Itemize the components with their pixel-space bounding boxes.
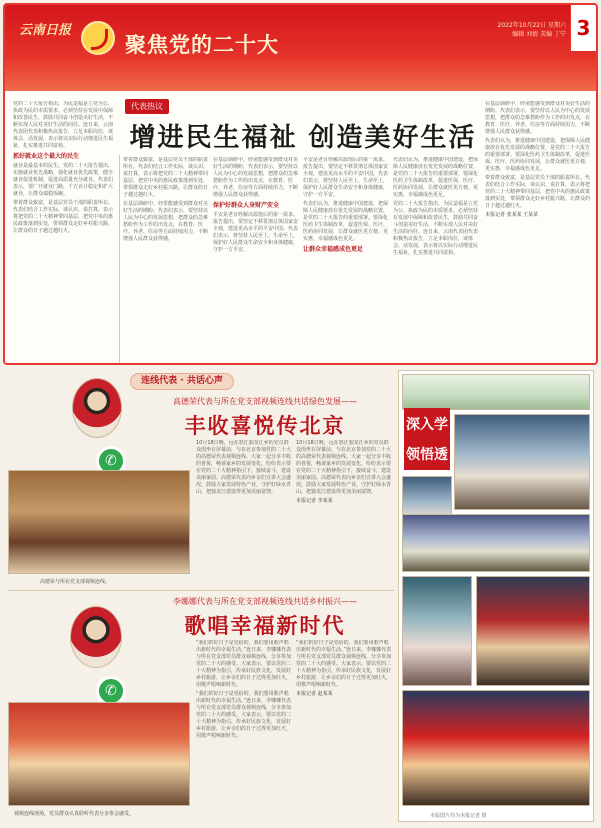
- delegate-portrait-1: [72, 378, 122, 438]
- column-tag: 代表热议: [125, 99, 169, 114]
- sidebar-photo-1: [454, 414, 590, 510]
- dateline: 2022年10月22日 星期六 编辑 刘倩 美编 丁宁: [497, 22, 566, 38]
- sidebar-photo-6: [402, 690, 590, 806]
- sidebar-photo-4: [402, 576, 472, 686]
- top-feature-section[interactable]: [3, 3, 598, 365]
- top-headline: 增进民生福祉 创造美好生活: [129, 123, 477, 153]
- article-column-5: 代表们认为，推进健康中国建设，把保障人民健康放在优先发展的战略位置，是党的二十大报告的重要部署。要深化医药卫生体制改革，促进医保、医疗、医药协同发展，让群众就医更方便、更实惠，幸福感成色更足。 党的二十大报告指出，为民造福是立党为公、执政为民的本质要求。必须坚持在发展中保障和改善民生，鼓励共同奋斗创造美好生活，不断实现人民对美好生活的向往。连日来，云南代表团代表积极热议报告，立足本职岗位，谈体会、话发展，表示将以实际行动增进民生福祉，扎实推进共同富裕。: [393, 157, 479, 256]
- subhead-happiness: 让群众幸福感成色更足: [303, 246, 364, 253]
- sidebar-photo-5: [476, 576, 590, 686]
- subhead-employment: 抓好就业这个最大的民生: [13, 153, 80, 160]
- article-column-4: 平安是老百姓解决温饱后的第一需求。报告提出，要坚定不移贯彻总体国家安全观，建设更高水平的平安中国。代表们表示，将坚持人民至上、生命至上，保护好人民群众生命安全和身体健康，守护一方平安。 代表们认为，推进健康中国建设，把保障人民健康放在优先发展的战略位置，是党的二十大报告的重要部署。要深化医药卫生体制改革，促进医保、医疗、医药协同发展，让群众就医更方便、更实惠，幸福感成色更足。 让群众幸福感成色更足: [303, 157, 389, 253]
- section-tag: 连线代表 · 共话心声: [130, 373, 234, 390]
- story2-caption: 高德荣与所在党支部视频连线。: [40, 579, 111, 585]
- story3-headline: 歌唱幸福新时代: [184, 614, 346, 638]
- story2-kicker: 高德荣代表与所在党支部视频连线共话绿色发展——: [173, 397, 357, 406]
- phone-icon: ✆: [96, 676, 126, 706]
- top-byline: 本报记者 张某某 王某某: [485, 212, 539, 218]
- masthead: 云南日报: [19, 23, 72, 38]
- story2-photo: [8, 470, 190, 574]
- story3-col1: “我们的好日子是党给的，我们要用歌声唱出新时代的幸福生活。”连日来，李娜娜代表与所在党支部党员群众视频连线，分享参加党的二十大的感受。大家表示，要以党的二十大精神为指引，传承好民族文化，发展好乡村旅游，让乡亲们的日子过得更加红火，用歌声唱响新时代。 “我们的好日子是党给的，我们要用歌声唱出新时代的幸福生活。”连日来，李娜娜代表与所在党支部党员群众视频连线，分享参加党的二十大的感受。大家表示，要以党的二十大精神为指引，传承好民族文化，发展好乡村旅游，让乡亲们的日子过得更加红火，用歌声唱响新时代。: [196, 640, 292, 739]
- story3-caption: 视频连线现场，党员群众认真聆听代表分享参会感受。: [14, 811, 135, 817]
- story2-col2: 10月18日晚，远在怒江独龙江乡的党员群众围坐在屏幕前，与在北京参加党的二十大的高德荣代表视频连线。大家一起分享丰收的喜悦，畅谈家乡的发展变化，纷纷表示要在党的二十大精神指引下，接续奋斗，建设美丽家园。高德荣代表向乡亲们宣讲大会盛况，鼓励大家发展特色产业，守护好绿水青山，把独龙江建设得更加美丽富饶。 本报记者 李某某: [296, 440, 392, 504]
- article-column-3: 在基层调研中，经常能感受到群众对美好生活的期盼。代表们表示，要坚持以人民为中心的发展思想，把群众的急难愁盼作为工作的出发点，在教育、医疗、养老、住房等方面持续用力，不断增强人民群众获得感。 保护好群众人身财产安全 平安是老百姓解决温饱后的第一需求。报告提出，要坚定不移贯彻总体国家安全观，建设更高水平的平安中国。代表们表示，将坚持人民至上、生命至上，保护好人民群众生命安全和身体健康，守护一方平安。: [213, 157, 299, 253]
- page-number: 3: [570, 5, 596, 51]
- story3-col2: “我们的好日子是党给的，我们要用歌声唱出新时代的幸福生活。”连日来，李娜娜代表与所在党支部党员群众视频连线，分享参加党的二十大的感受。大家表示，要以党的二十大精神为指引，传承好民族文化，发展好乡村旅游，让乡亲们的日子过得更加红火，用歌声唱响新时代。 本报记者 赵某某: [296, 640, 392, 697]
- delegate-portrait-2: [70, 606, 122, 668]
- sidebar-caption: 本版图片均为本报记者 摄: [430, 813, 487, 819]
- article-column-6: 在基层调研中，经常能感受到群众对美好生活的期盼。代表们表示，要坚持以人民为中心的发展思想，把群众的急难愁盼作为工作的出发点，在教育、医疗、养老、住房等方面持续用力，不断增强人民群众获得感。 代表们认为，推进健康中国建设，把保障人民健康放在优先发展的战略位置，是党的二十大报告的重要部署。要深化医药卫生体制改革，促进医保、医疗、医药协同发展，让群众就医更方便、更实惠，幸福感成色更足。 带着群众致富，是基层党员干部的职责所在。代表们结合工作实际，谈认识、说打算，表示将把党的二十大精神带回基层，把党中央的惠民政策落到实处，带领群众走好乡村振兴路，让群众的日子越过越红火。 本报记者 张某某 王某某: [485, 101, 591, 218]
- article-column-2: 带着群众致富，是基层党员干部的职责所在。代表们结合工作实际，谈认识、说打算，表示将把党的二十大精神带回基层，把党中央的惠民政策落到实处，带领群众走好乡村振兴路，让群众的日子越过越红火。 在基层调研中，经常能感受到群众对美好生活的期盼。代表们表示，要坚持以人民为中心的发展思想，把群众的急难愁盼作为工作的出发点，在教育、医疗、养老、住房等方面持续用力，不断增强人民群众获得感。: [123, 157, 209, 242]
- sidebar-photo-3: [402, 514, 590, 572]
- banner-title: 聚焦党的二十大: [125, 33, 279, 57]
- story2-headline: 丰收喜悦传北京: [184, 414, 346, 438]
- article-column-1: 党的二十大报告指出，为民造福是立党为公、执政为民的本质要求。必须坚持在发展中保障和改善民生，鼓励共同奋斗创造美好生活，不断实现人民对美好生活的向往。连日来，云南代表团代表积极热议报告，立足本职岗位，谈体会、话发展，表示将以实际行动增进民生福祉，扎实推进共同富裕。 抓好就业这个最大的民生 就业是最基本的民生。党的二十大报告提出，实施就业优先战略，强化就业优先政策，健全就业促进机制，促进高质量充分就业。代表们表示，要广开就业门路，千方百计稳定和扩大就业，让群众端稳饭碗。 带着群众致富，是基层党员干部的职责所在。代表们结合工作实际，谈认识、说打算，表示将把党的二十大精神带回基层，把党中央的惠民政策落到实处，带领群众走好乡村振兴路，让群众的日子越过越红火。: [13, 101, 117, 363]
- phone-icon: ✆: [96, 446, 126, 476]
- story3-byline: 本报记者 赵某某: [296, 691, 333, 697]
- story2-col1: 10月18日晚，远在怒江独龙江乡的党员群众围坐在屏幕前，与在北京参加党的二十大的高德荣代表视频连线。大家一起分享丰收的喜悦，畅谈家乡的发展变化，纷纷表示要在党的二十大精神指引下，接续奋斗，建设美丽家园。高德荣代表向乡亲们宣讲大会盛况，鼓励大家发展特色产业，守护好绿水青山，把独龙江建设得更加美丽富饶。: [196, 440, 292, 495]
- subhead-safety: 保护好群众人身财产安全: [213, 202, 280, 209]
- sidebar-title: 深入学领悟透: [404, 408, 450, 470]
- story3-photo: [8, 702, 190, 806]
- feature-banner: [5, 5, 596, 91]
- story3-kicker: 李娜娜代表与所在党支部视频连线共话乡村振兴——: [173, 597, 357, 606]
- party-emblem-icon: [81, 21, 115, 55]
- sidebar-header-bg: [402, 374, 590, 410]
- story2-byline: 本报记者 李某某: [296, 498, 333, 504]
